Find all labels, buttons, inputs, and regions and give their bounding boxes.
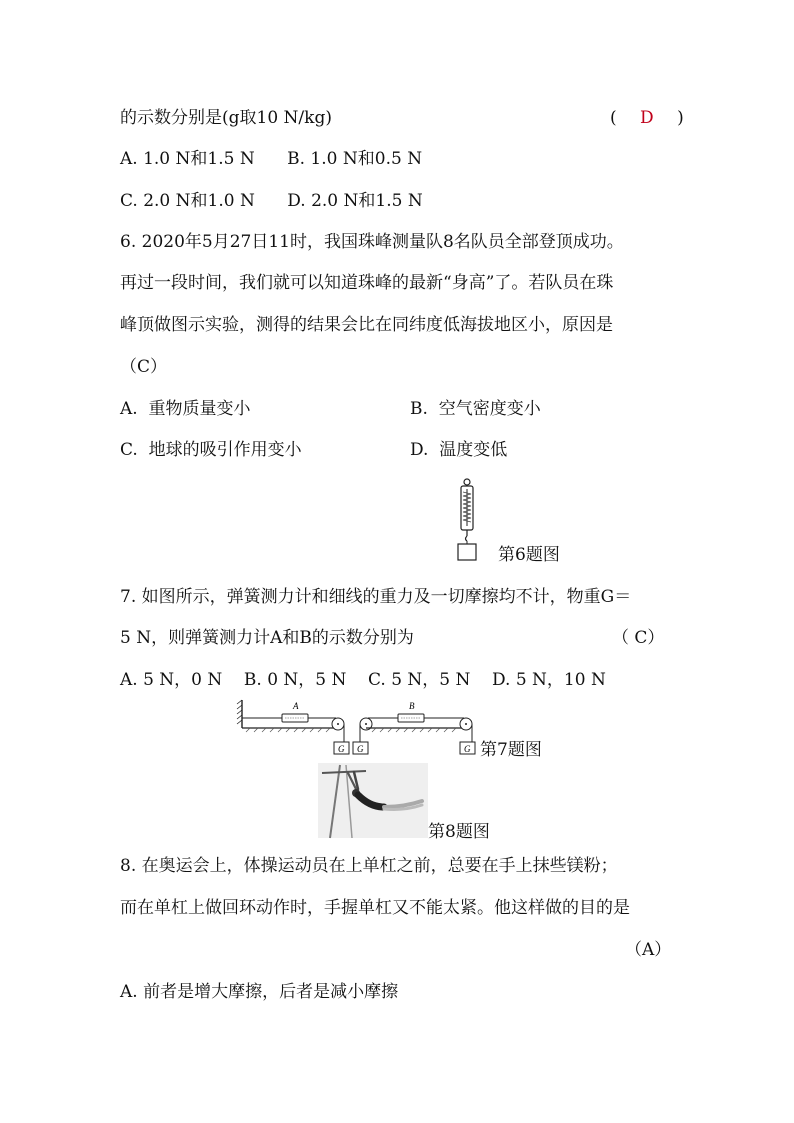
q5-stem-tail: 的示数分别是(g取10 N/kg) <box>120 108 332 128</box>
weight-right-label: G <box>464 744 471 754</box>
q8-figure-caption: 第8题图 <box>428 822 490 842</box>
q7-line1: 7. 如图所示，弹簧测力计和细线的重力及一切摩擦均不计，物重G＝ <box>120 587 632 607</box>
q6-line1: 6. 2020年5月27日11时，我国珠峰测量队8名队员全部登顶成功。 <box>120 232 624 252</box>
q6-answer: （C） <box>120 357 168 377</box>
spring-scale-figure <box>452 478 482 564</box>
q7-line2: 5 N，则弹簧测力计A和B的示数分别为 <box>120 628 414 648</box>
q6-option-b: B. 空气密度变小 <box>410 399 541 419</box>
q8-answer: （A） <box>625 940 672 960</box>
hanging-block <box>458 544 476 560</box>
scale-b-label: B <box>409 701 415 711</box>
q5-answer-close: ) <box>677 108 684 128</box>
weight-left-label: G <box>338 744 345 754</box>
q6-option-d: D. 温度变低 <box>410 440 508 460</box>
q7-options: A. 5 N，0 N B. 0 N，5 N C. 5 N，5 N D. 5 N，10 N <box>120 670 606 690</box>
q8-line1: 8. 在奥运会上，体操运动员在上单杠之前，总要在手上抹些镁粉； <box>120 856 618 876</box>
q5-answer: D <box>640 108 654 128</box>
scale-a-label: A <box>293 701 299 711</box>
q8-option-a: A. 前者是增大摩擦，后者是减小摩擦 <box>120 982 399 1002</box>
q7-figure <box>236 696 478 758</box>
q5-options-row2: C. 2.0 N和1.0 N D. 2.0 N和1.5 N <box>120 191 423 211</box>
q5-options-row1: A. 1.0 N和1.5 N B. 1.0 N和0.5 N <box>120 149 423 169</box>
q6-line3: 峰顶做图示实验，测得的结果会比在同纬度低海拔地区小，原因是 <box>120 315 613 335</box>
weight-middle-label: G <box>357 744 364 754</box>
q6-option-c: C. 地球的吸引作用变小 <box>120 440 302 460</box>
gymnast-figure <box>318 763 428 838</box>
scale-top-ring <box>464 479 470 485</box>
q5-answer-bracket <box>610 108 684 128</box>
q5-answer-open: ( <box>610 108 617 128</box>
q6-line2: 再过一段时间，我们就可以知道珠峰的最新“身高”了。若队员在珠 <box>120 273 614 293</box>
q7-answer: （ C） <box>612 628 665 648</box>
q7-figure-caption: 第7题图 <box>480 740 542 760</box>
q6-figure-caption: 第6题图 <box>498 545 560 565</box>
q8-line2: 而在单杠上做回环动作时，手握单杠又不能太紧。他这样做的目的是 <box>120 898 630 918</box>
q6-option-a: A. 重物质量变小 <box>120 399 251 419</box>
